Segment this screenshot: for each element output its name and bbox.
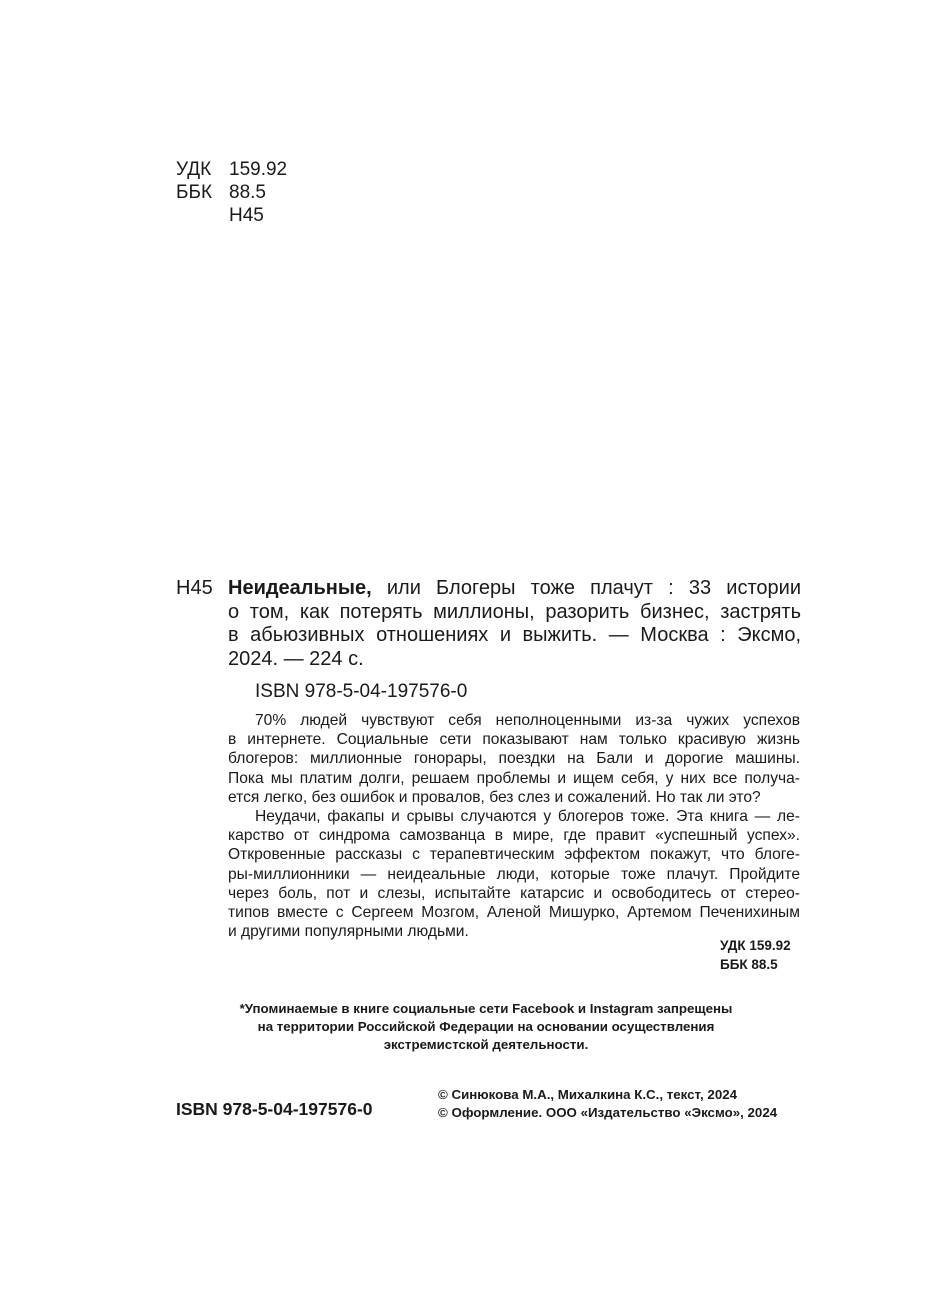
notice-line: на территории Российской Федерации на основании осуществления: [257, 1019, 715, 1034]
author-mark-top: Н45: [229, 205, 264, 226]
bbk-value: 88.5: [229, 182, 266, 203]
isbn-main: ISBN 978-5-04-197576-0: [255, 681, 468, 702]
annotation-line: Пока мы платим долги, решаем проблемы и ищем себя, у них все получа-: [228, 769, 800, 787]
udk-label: УДК: [176, 159, 212, 180]
entry-line: в абьюзивных отношениях и выжить. — Москва : Эксмо,: [228, 624, 801, 646]
udk-value: 159.92: [229, 159, 288, 180]
bbk-row: [176, 181, 287, 204]
bbk-label: ББК: [176, 182, 213, 203]
entry-line: [228, 577, 801, 601]
annotation-line: Откровенные рассказы с терапевтическим эффектом покажут, что блоге-: [228, 846, 800, 864]
annotation-line: блогеров: миллионные гонорары, поездки на Бали и дорогие машины.: [228, 750, 800, 768]
annotation-line: ры-миллионники — неидеальные люди, которые тоже плачут. Пройдите: [228, 865, 800, 883]
annotation-line: 70% людей чувствуют себя неполноценными из-за чужих успехов: [255, 712, 800, 729]
annotation-line: в интернете. Социальные сети показывают нам только красивую жизнь: [228, 731, 800, 749]
author-mark-row: [176, 204, 287, 227]
udk-row: [176, 158, 287, 181]
entry-line-text: или Блогеры тоже плачут : 33 истории: [371, 577, 801, 599]
udk-right: УДК 159.92: [720, 938, 791, 953]
notice-line: экстремистской деятельности.: [383, 1037, 589, 1052]
annotation-line: карство от синдрома самозванца в мире, где правит «успешный успех».: [228, 827, 800, 845]
isbn-bottom: ISBN 978-5-04-197576-0: [176, 1099, 373, 1119]
bbk-right: ББК 88.5: [720, 957, 778, 972]
annotation-line: Неудачи, факапы и срывы случаются у блогеров тоже. Эта книга — ле-: [255, 808, 800, 826]
annotation: [228, 711, 800, 941]
entry-author-mark: Н45: [176, 577, 213, 599]
annotation-line: через боль, пот и слезы, испытайте катарсис и освободитесь от стерео-: [228, 884, 800, 902]
entry-line: 2024. — 224 с.: [228, 647, 364, 670]
notice-line: *Упоминаемые в книге социальные сети Facebook и Instagram запрещены: [239, 1001, 733, 1016]
entry-line: о том, как потерять миллионы, разорить бизнес, застрять: [228, 600, 801, 623]
bibliographic-entry: [228, 577, 801, 671]
annotation-line: и другими популярными людьми.: [228, 923, 469, 941]
annotation-line: типов вместе с Сергеем Мозгом, Аленой Мишурко, Артемом Печенихиным: [228, 904, 800, 922]
classification-right: [720, 936, 791, 974]
copyright-block: [438, 1086, 777, 1122]
copyright-line: © Синюкова М.А., Михалкина К.С., текст, 2024: [438, 1087, 737, 1102]
legal-notice: [176, 1000, 796, 1054]
copyright-line: © Оформление. ООО «Издательство «Эксмо», 2024: [438, 1105, 778, 1120]
classification-block: [176, 158, 287, 227]
annotation-line: ется легко, без ошибок и провалов, без слез и сожалений. Но так ли это?: [228, 788, 761, 806]
book-title-bold: Неидеальные,: [228, 577, 372, 599]
